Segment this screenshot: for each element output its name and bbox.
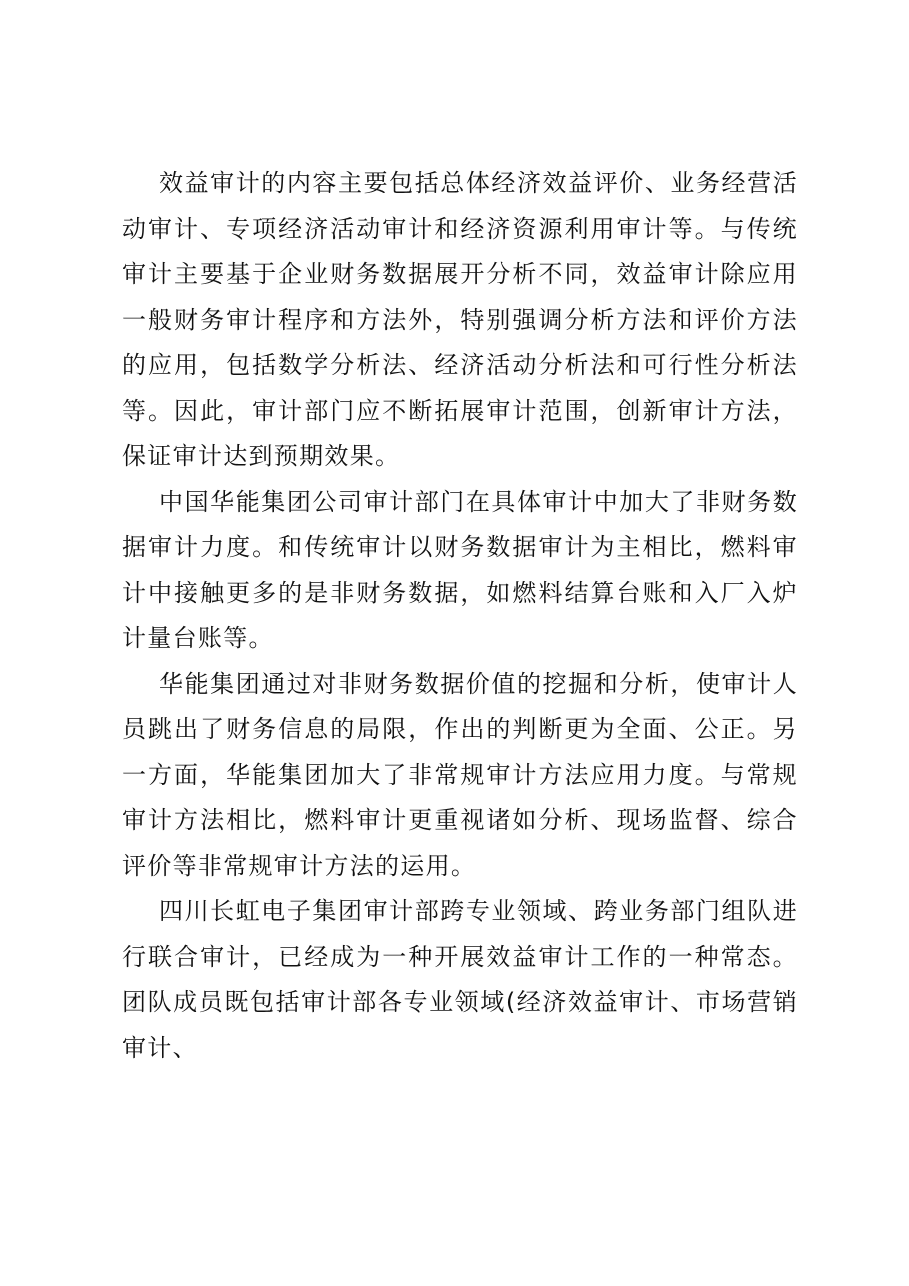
paragraph-changhong-joint-audit: 四川长虹电子集团审计部跨专业领域、跨业务部门组队进行联合审计，已经成为一种开展效益审计工作的一种常态。团队成员既包括审计部各专业领域(经济效益审计、市场营销审计、 [122,897,798,1062]
document-body [122,161,798,1071]
paragraph-huaneng-unconventional-methods: 华能集团通过对非财务数据价值的挖掘和分析，使审计人员跳出了财务信息的局限，作出的判断更为全面、公正。另一方面，华能集团加大了非常规审计方法应用力度。与常规审计方法相比，燃料审计更重视诸如分析、现场监督、综合评价等非常规审计方法的运用。 [122,669,798,880]
paragraph-benefit-audit-content: 效益审计的内容主要包括总体经济效益评价、业务经营活动审计、专项经济活动审计和经济资源利用审计等。与传统审计主要基于企业财务数据展开分析不同，效益审计除应用一般财务审计程序和方法外，特别强调分析方法和评价方法的应用，包括数学分析法、经济活动分析法和可行性分析法等。因此，审计部门应不断拓展审计范围，创新审计方法，保证审计达到预期效果。 [122,169,798,470]
paragraph-huaneng-nonfinancial-data: 中国华能集团公司审计部门在具体审计中加大了非财务数据审计力度。和传统审计以财务数据审计为主相比，燃料审计中接触更多的是非财务数据，如燃料结算台账和入厂入炉计量台账等。 [122,487,798,652]
